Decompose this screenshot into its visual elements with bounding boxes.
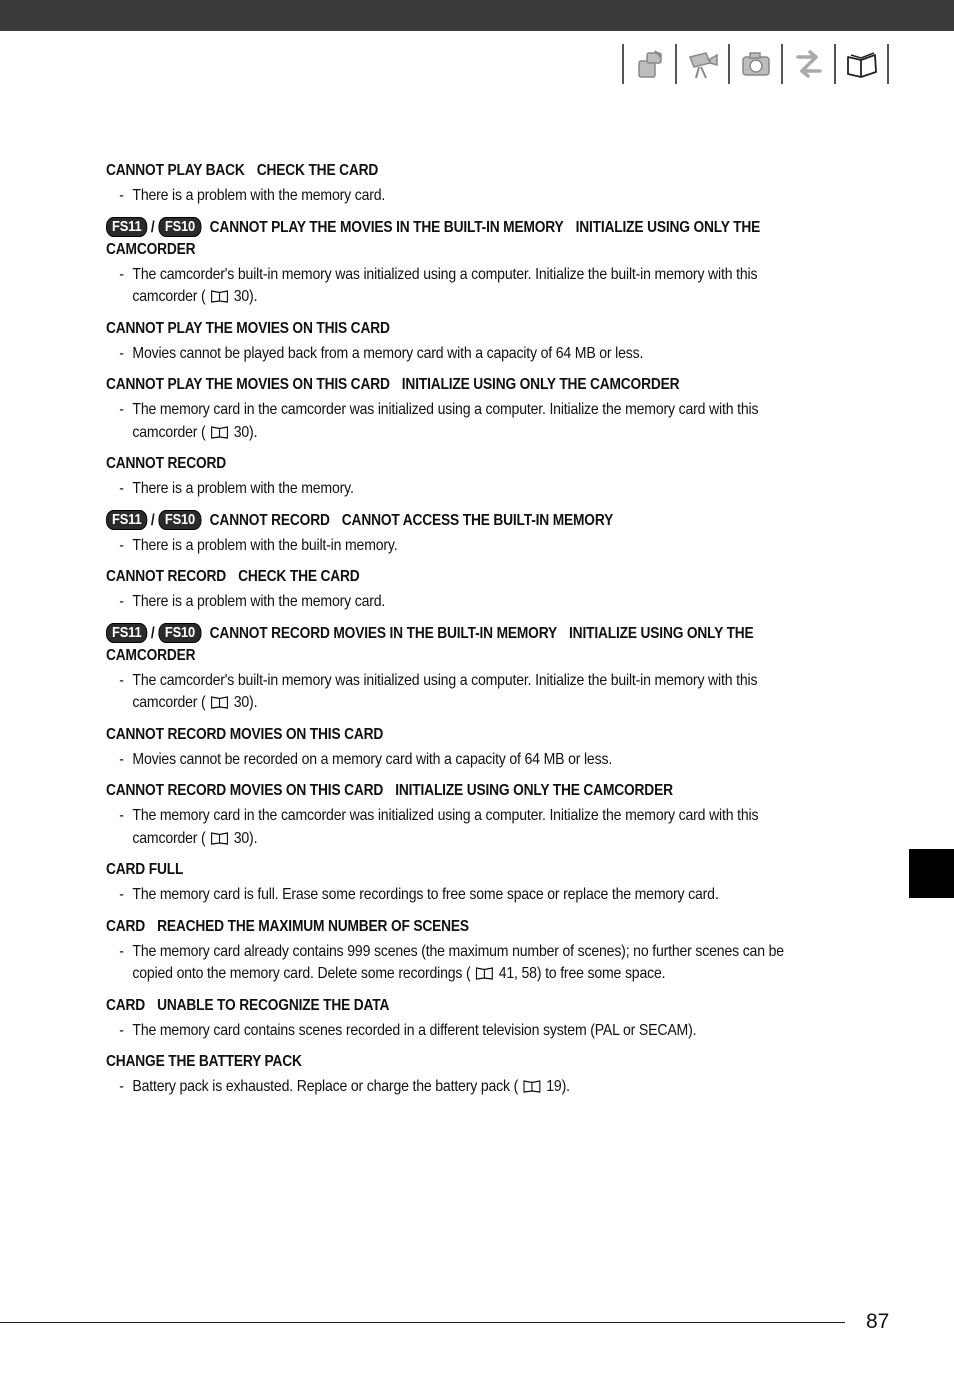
video-camera-icon[interactable] — [677, 44, 728, 84]
message-description: - The camcorder's built-in memory was initialized using a computer. Initialize the built-in memory with this camcorder ( 30). — [119, 671, 758, 711]
photo-camera-icon[interactable] — [730, 44, 781, 84]
page-reference-icon — [211, 695, 229, 709]
message-item — [106, 453, 886, 501]
chapter-nav-icons — [622, 44, 889, 86]
page-reference-icon — [476, 966, 494, 980]
message-heading: CANNOT RECORD CHECK THE CARD — [106, 568, 360, 585]
message-heading: CARD UNABLE TO RECOGNIZE THE DATA — [106, 996, 390, 1014]
message-description: - The memory card contains scenes recorded in a different television system (PAL or SECAM). — [119, 1021, 697, 1039]
fs10-badge: FS10 — [159, 623, 201, 643]
message-item — [106, 780, 886, 850]
message-item — [106, 318, 886, 366]
fs10-badge: FS10 — [159, 510, 201, 530]
message-heading: CANNOT PLAY THE MOVIES ON THIS CARD — [106, 319, 390, 337]
message-description: - There is a problem with the memory. — [119, 480, 354, 497]
message-heading: FS11 / FS10 CANNOT PLAY THE MOVIES IN THE BUILT-IN MEMORY INITIALIZE USING ONLY THE — [106, 217, 884, 239]
message-item — [106, 510, 886, 558]
top-bar — [0, 0, 954, 31]
message-item — [106, 724, 886, 772]
message-item — [106, 995, 886, 1043]
page-number: 87 — [866, 1310, 890, 1333]
message-heading: CANNOT PLAY BACK CHECK THE CARD — [106, 162, 379, 179]
message-item: FS11 / FS10 CANNOT PLAY THE MOVIES IN THE BUILT-IN MEMORY INITIALIZE USING ONLY THE CAMCORDER - The camcorder's built-in memory was initialized using a computer. Initialize the built-in memory with this camcorder ( 30). — [106, 217, 886, 309]
message-heading: FS11 / FS10 CANNOT RECORD CANNOT ACCESS THE BUILT-IN MEMORY — [106, 510, 884, 532]
message-description: - The memory card in the camcorder was initialized using a computer. Initialize the memory card with this camcorder ( 30). — [119, 807, 759, 847]
message-heading: CANNOT RECORD — [106, 455, 227, 472]
fs11-badge: FS11 — [106, 217, 147, 237]
book-icon[interactable] — [836, 44, 887, 84]
page-reference-icon — [523, 1079, 541, 1093]
footer-rule — [0, 1322, 845, 1323]
battery-charger-icon[interactable] — [624, 44, 675, 84]
message-description: - The memory card in the camcorder was initialized using a computer. Initialize the memory card with this camcorder ( 30). — [119, 401, 759, 441]
message-description: - There is a problem with the memory card. — [119, 187, 386, 204]
message-description: - The memory card is full. Erase some recordings to free some space or replace the memory card. — [119, 886, 719, 903]
message-item — [106, 566, 886, 614]
message-item — [106, 160, 886, 208]
message-description: - Battery pack is exhausted. Replace or charge the battery pack ( 19). — [119, 1078, 570, 1095]
message-description: - There is a problem with the memory card. — [119, 593, 386, 610]
message-description: - Movies cannot be played back from a memory card with a capacity of 64 MB or less. — [119, 344, 644, 362]
page-reference-icon — [211, 425, 229, 439]
message-item — [106, 859, 886, 907]
message-heading: CARD FULL — [106, 861, 184, 878]
message-item — [106, 916, 886, 986]
message-heading: CANNOT PLAY THE MOVIES ON THIS CARD INITIALIZE USING ONLY THE CAMCORDER — [106, 376, 680, 393]
fs10-badge: FS10 — [159, 217, 201, 237]
page-reference-icon — [211, 289, 229, 303]
message-description: - The memory card already contains 999 scenes (the maximum number of scenes); no further scenes can be copied onto the memory card. Delete some recordings ( 41, 58) to free some space. — [119, 942, 784, 982]
message-heading: CANNOT RECORD MOVIES ON THIS CARD — [106, 725, 384, 743]
page-reference-icon — [211, 831, 229, 845]
message-item: FS11 / FS10 CANNOT RECORD MOVIES IN THE BUILT-IN MEMORY INITIALIZE USING ONLY THE CAMCORDER - The camcorder's built-in memory was initialized using a computer. Initialize the built-in memory with this camcorder ( 30). — [106, 623, 886, 715]
message-item — [106, 374, 886, 444]
message-description: - The camcorder's built-in memory was initialized using a computer. Initialize the built-in memory with this camcorder ( 30). — [119, 265, 758, 305]
message-heading: FS11 / FS10 CANNOT RECORD MOVIES IN THE BUILT-IN MEMORY INITIALIZE USING ONLY THE — [106, 623, 884, 645]
message-list — [106, 160, 886, 1108]
chapter-side-tab — [909, 849, 954, 898]
message-heading: CANNOT RECORD MOVIES ON THIS CARD INITIALIZE USING ONLY THE CAMCORDER — [106, 782, 673, 799]
message-item — [106, 1051, 886, 1099]
fs11-badge: FS11 — [106, 510, 147, 530]
message-description: - Movies cannot be recorded on a memory card with a capacity of 64 MB or less. — [119, 750, 613, 768]
message-description: - There is a problem with the built-in memory. — [119, 536, 398, 554]
fs11-badge: FS11 — [106, 623, 147, 643]
message-heading: CARD REACHED THE MAXIMUM NUMBER OF SCENES — [106, 917, 469, 935]
message-heading: CHANGE THE BATTERY PACK — [106, 1053, 302, 1070]
transfer-icon[interactable] — [783, 44, 834, 84]
